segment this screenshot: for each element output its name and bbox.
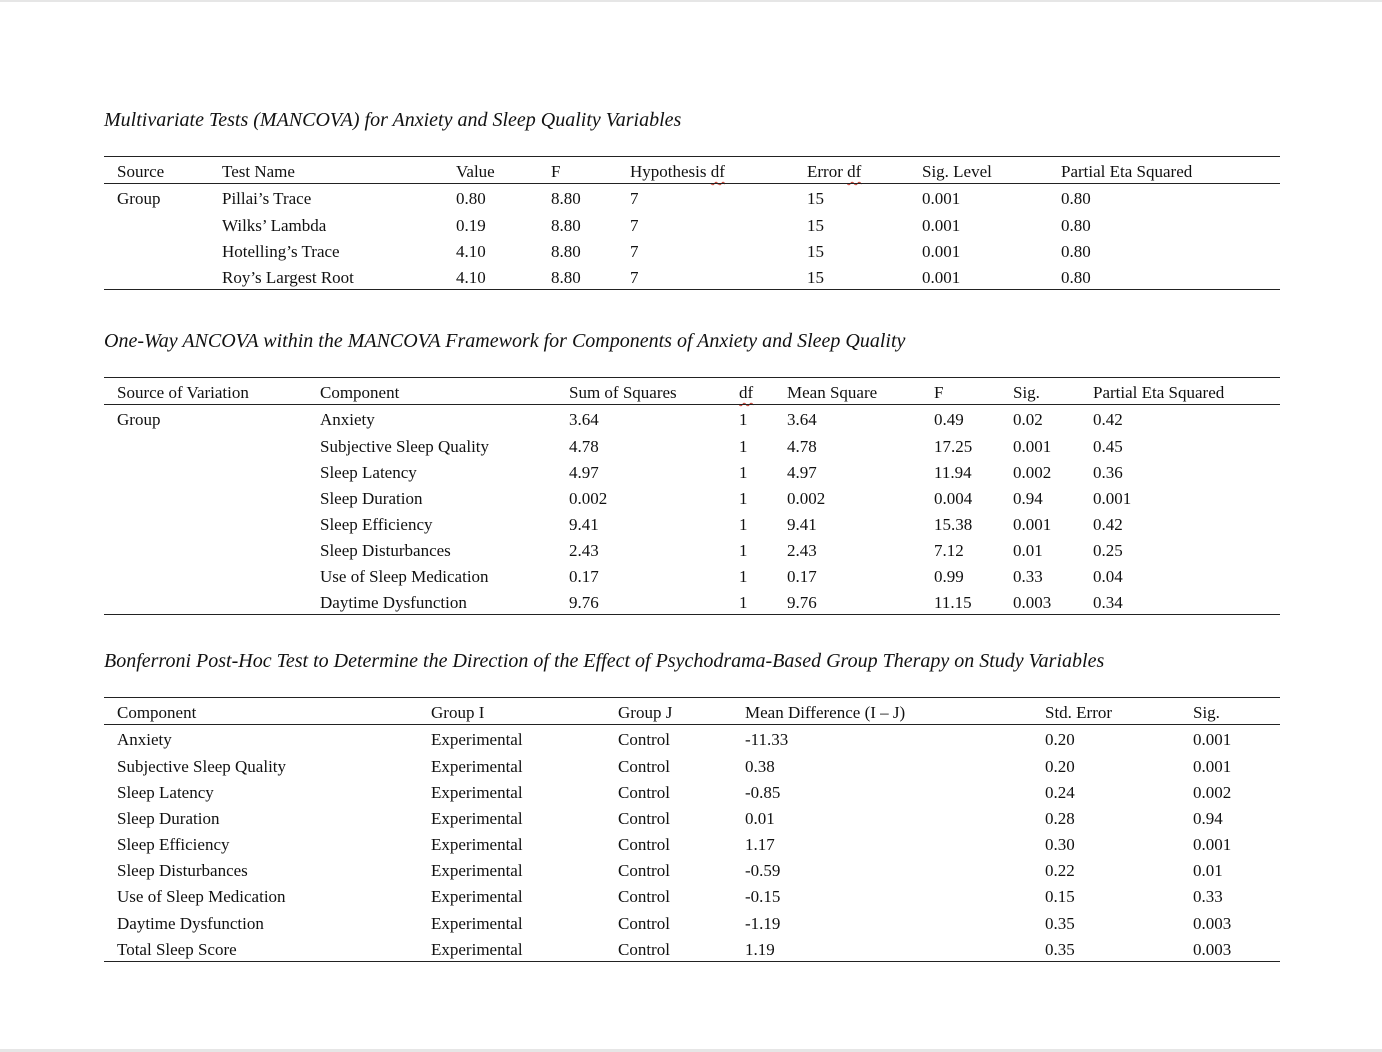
table-cell: 0.80	[1061, 216, 1091, 235]
table-cell: 1	[739, 541, 748, 560]
table-cell: Experimental	[431, 861, 523, 880]
table-cell: 0.17	[787, 567, 817, 586]
column-header: F	[934, 383, 944, 402]
column-header: Error df	[807, 162, 862, 181]
table1-bottom-rule	[104, 289, 1280, 290]
table-cell: 9.76	[569, 593, 599, 612]
column-header: Sig. Level	[922, 162, 992, 181]
table-cell: Total Sleep Score	[117, 940, 237, 959]
table-cell: 0.45	[1093, 437, 1123, 456]
table-cell: 1	[739, 463, 748, 482]
table-cell: 0.003	[1193, 940, 1232, 959]
table-cell: Roy’s Largest Root	[222, 268, 354, 287]
table-cell: Sleep Disturbances	[320, 541, 451, 560]
table-cell: 7	[630, 268, 639, 287]
table-cell: Sleep Efficiency	[117, 835, 230, 854]
table-cell: 0.34	[1093, 593, 1123, 612]
table-cell: Sleep Disturbances	[117, 861, 248, 880]
table-cell: 8.80	[551, 268, 581, 287]
table2-header-rule	[104, 404, 1280, 405]
table-cell: 0.42	[1093, 515, 1123, 534]
table-cell: 15.38	[934, 515, 973, 534]
table-cell: -0.15	[745, 887, 781, 906]
table-cell: 0.001	[922, 268, 961, 287]
table-cell: Use of Sleep Medication	[320, 567, 489, 586]
column-header: Component	[320, 383, 400, 402]
table-cell: 4.78	[787, 437, 817, 456]
table-cell: 4.10	[456, 242, 486, 261]
table-cell: 1	[739, 593, 748, 612]
table2-title: One-Way ANCOVA within the MANCOVA Framework for Components of Anxiety and Sleep Quality	[104, 330, 906, 352]
column-header: Group I	[431, 703, 485, 722]
table-cell: Subjective Sleep Quality	[117, 757, 287, 776]
column-header: Component	[117, 703, 197, 722]
table-cell: 7	[630, 189, 639, 208]
table-cell: 4.97	[569, 463, 599, 482]
table-cell: Sleep Duration	[117, 809, 220, 828]
table-cell: Control	[618, 730, 670, 749]
table-cell: Control	[618, 940, 670, 959]
table-cell: 0.36	[1093, 463, 1123, 482]
table-cell: Subjective Sleep Quality	[320, 437, 490, 456]
table-cell: 0.42	[1093, 410, 1123, 429]
table-cell: 0.001	[1013, 515, 1052, 534]
table-cell: 0.17	[569, 567, 599, 586]
column-header: Partial Eta Squared	[1061, 162, 1193, 181]
table-cell: 15	[807, 189, 824, 208]
table-cell: 0.80	[1061, 268, 1091, 287]
table-cell: 2.43	[569, 541, 599, 560]
table-cell: 15	[807, 268, 824, 287]
table-cell: Control	[618, 835, 670, 854]
column-header: Sig.	[1193, 703, 1220, 722]
table-cell: 1	[739, 410, 748, 429]
table-cell: 1.19	[745, 940, 775, 959]
table-cell: -1.19	[745, 914, 781, 933]
table-cell: 0.01	[1013, 541, 1043, 560]
column-header: Mean Square	[787, 383, 878, 402]
table-cell: 0.22	[1045, 861, 1075, 880]
table-cell: 4.78	[569, 437, 599, 456]
table-cell: 0.04	[1093, 567, 1123, 586]
table-cell: 0.80	[1061, 189, 1091, 208]
table3-header-rule	[104, 724, 1280, 725]
column-header: Source	[117, 162, 165, 181]
table-cell: 8.80	[551, 189, 581, 208]
table-cell: Control	[618, 914, 670, 933]
table-cell: 0.002	[1013, 463, 1052, 482]
table-cell: 0.20	[1045, 757, 1075, 776]
column-header: Hypothesis df	[630, 162, 725, 181]
table-cell: 4.97	[787, 463, 817, 482]
table-cell: Use of Sleep Medication	[117, 887, 286, 906]
table3-top-rule	[104, 697, 1280, 698]
table3-bottom-rule	[104, 961, 1280, 962]
table-cell: 15	[807, 242, 824, 261]
table-cell: 0.25	[1093, 541, 1123, 560]
table-cell: 1	[739, 489, 748, 508]
table-cell: 0.35	[1045, 940, 1075, 959]
table-cell: 11.94	[934, 463, 972, 482]
table-cell: 0.001	[1013, 437, 1052, 456]
table-cell: 0.001	[1193, 730, 1232, 749]
table-cell: Experimental	[431, 914, 523, 933]
table-cell: 0.49	[934, 410, 964, 429]
table-cell: 0.94	[1193, 809, 1223, 828]
table-cell: 0.001	[1193, 757, 1232, 776]
table-cell: 0.003	[1193, 914, 1232, 933]
table-cell: Group	[117, 410, 161, 429]
table2-top-rule	[104, 377, 1280, 378]
table-cell: 0.35	[1045, 914, 1075, 933]
table-cell: 8.80	[551, 216, 581, 235]
table-cell: 9.76	[787, 593, 817, 612]
table-cell: 0.001	[922, 189, 961, 208]
table-cell: 0.003	[1013, 593, 1052, 612]
column-header: Value	[456, 162, 495, 181]
table-cell: Anxiety	[117, 730, 172, 749]
table-cell: Sleep Latency	[117, 783, 214, 802]
table-cell: -0.85	[745, 783, 781, 802]
column-header: Sum of Squares	[569, 383, 677, 402]
table-cell: Sleep Latency	[320, 463, 417, 482]
table-cell: 0.24	[1045, 783, 1075, 802]
table-cell: Group	[117, 189, 161, 208]
column-header: F	[551, 162, 561, 181]
table-cell: Experimental	[431, 730, 523, 749]
table-cell: 0.01	[745, 809, 775, 828]
table2-bottom-rule	[104, 614, 1280, 615]
table-cell: Sleep Duration	[320, 489, 423, 508]
table-cell: Control	[618, 783, 670, 802]
column-header: Group J	[618, 703, 673, 722]
table-cell: 0.19	[456, 216, 486, 235]
table1-title: Multivariate Tests (MANCOVA) for Anxiety and Sleep Quality Variables	[104, 109, 682, 131]
column-header: Test Name	[222, 162, 295, 181]
table-cell: Pillai’s Trace	[222, 189, 312, 208]
table-cell: Control	[618, 809, 670, 828]
table-cell: 9.41	[787, 515, 817, 534]
page-top-edge	[0, 0, 1382, 2]
table-cell: 7	[630, 242, 639, 261]
table-cell: -11.33	[745, 730, 789, 749]
table-cell: 7	[630, 216, 639, 235]
table-cell: 0.001	[1193, 835, 1232, 854]
table-cell: 0.002	[787, 489, 826, 508]
table-cell: Anxiety	[320, 410, 375, 429]
table-cell: Experimental	[431, 835, 523, 854]
table-cell: 0.99	[934, 567, 964, 586]
table-cell: 11.15	[934, 593, 972, 612]
table-cell: 15	[807, 216, 824, 235]
table-cell: 17.25	[934, 437, 973, 456]
table-cell: 0.94	[1013, 489, 1043, 508]
table-cell: 0.28	[1045, 809, 1075, 828]
table-cell: 0.20	[1045, 730, 1075, 749]
table-cell: 0.002	[569, 489, 608, 508]
column-header: Sig.	[1013, 383, 1040, 402]
table-cell: Experimental	[431, 757, 523, 776]
table3-title: Bonferroni Post-Hoc Test to Determine the Direction of the Effect of Psychodrama-Based Group Therapy on Study Variables	[104, 650, 1105, 672]
table1-header-rule	[104, 183, 1280, 184]
table1-top-rule	[104, 156, 1280, 157]
table-cell: 0.002	[1193, 783, 1232, 802]
table-cell: 0.80	[456, 189, 486, 208]
table-cell: 0.30	[1045, 835, 1075, 854]
table-cell: 0.38	[745, 757, 775, 776]
table-cell: Experimental	[431, 940, 523, 959]
table-cell: 0.33	[1193, 887, 1223, 906]
table-cell: Experimental	[431, 783, 523, 802]
table-cell: 1	[739, 437, 748, 456]
table-cell: 7.12	[934, 541, 964, 560]
column-header: df	[739, 383, 754, 402]
table-cell: 0.001	[922, 242, 961, 261]
table-cell: 0.01	[1193, 861, 1223, 880]
table-cell: Control	[618, 861, 670, 880]
table-cell: 8.80	[551, 242, 581, 261]
table-cell: 3.64	[569, 410, 599, 429]
table-cell: 1	[739, 567, 748, 586]
table-cell: 0.02	[1013, 410, 1043, 429]
table-cell: 0.15	[1045, 887, 1075, 906]
table-cell: Daytime Dysfunction	[320, 593, 467, 612]
table-cell: Experimental	[431, 887, 523, 906]
table-cell: 4.10	[456, 268, 486, 287]
table-cell: 0.001	[1093, 489, 1132, 508]
table-cell: -0.59	[745, 861, 781, 880]
table-cell: 0.80	[1061, 242, 1091, 261]
table-cell: Control	[618, 887, 670, 906]
table-cell: 2.43	[787, 541, 817, 560]
table-cell: 9.41	[569, 515, 599, 534]
table-cell: 0.004	[934, 489, 973, 508]
table-cell: Control	[618, 757, 670, 776]
column-header: Std. Error	[1045, 703, 1113, 722]
table-cell: Sleep Efficiency	[320, 515, 433, 534]
table-cell: Experimental	[431, 809, 523, 828]
table-cell: Wilks’ Lambda	[222, 216, 327, 235]
table-cell: 0.33	[1013, 567, 1043, 586]
column-header: Source of Variation	[117, 383, 249, 402]
table-cell: 3.64	[787, 410, 817, 429]
column-header: Partial Eta Squared	[1093, 383, 1225, 402]
table-cell: 1.17	[745, 835, 775, 854]
table-cell: 0.001	[922, 216, 961, 235]
column-header: Mean Difference (I – J)	[745, 703, 906, 722]
table-cell: Hotelling’s Trace	[222, 242, 340, 261]
table-cell: 1	[739, 515, 748, 534]
table-cell: Daytime Dysfunction	[117, 914, 264, 933]
